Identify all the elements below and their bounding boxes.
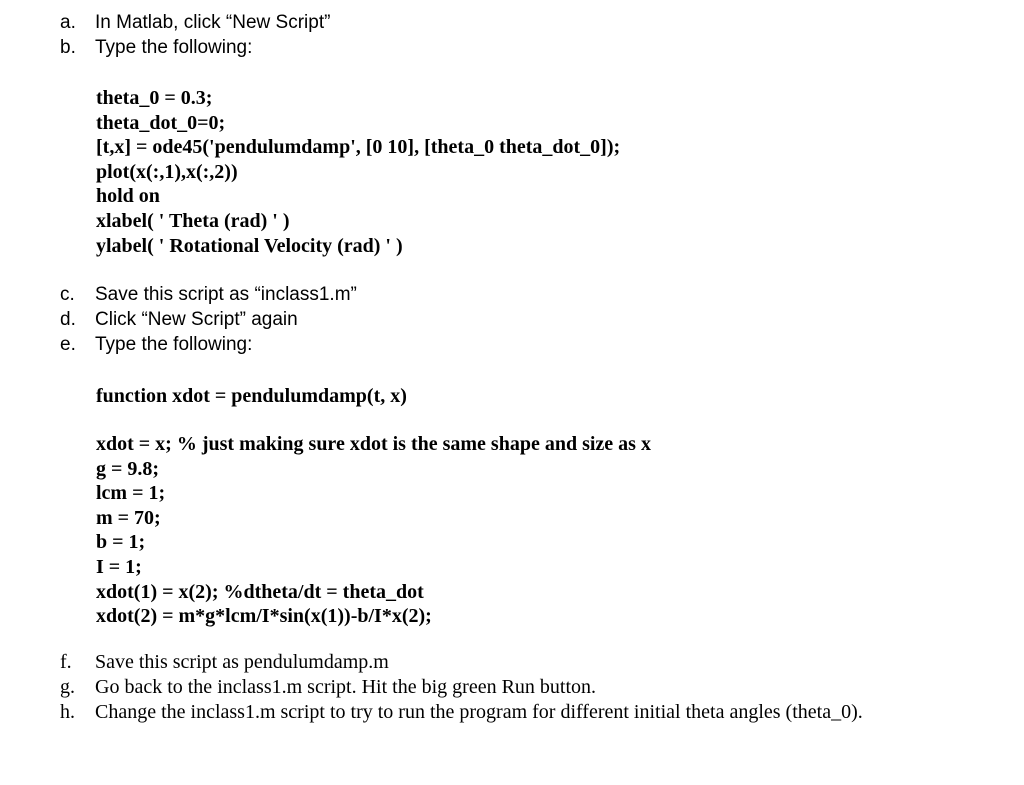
code-line: [t,x] = ode45('pendulumdamp', [0 10], [theta_0 theta_dot_0]);: [96, 136, 621, 159]
code-line: xlabel( ' Theta (rad) ' ): [96, 209, 290, 232]
step-marker: d.: [60, 309, 76, 330]
step-marker: f.: [60, 651, 72, 673]
code-line: plot(x(:,1),x(:,2)): [96, 160, 238, 183]
step-text: Save this script as “inclass1.m”: [95, 284, 357, 305]
code-line: lcm = 1;: [96, 482, 166, 505]
step-text: Type the following:: [95, 334, 253, 355]
step-text: In Matlab, click “New Script”: [95, 12, 331, 33]
code-block-pendulumdamp: [96, 432, 651, 629]
step-text: Click “New Script” again: [95, 309, 298, 330]
step-text: Save this script as pendulumdamp.m: [95, 651, 389, 673]
code-line: theta_0 = 0.3;: [96, 87, 213, 109]
step-text: Change the inclass1.m script to try to run the program for different initial theta angles (theta_0).: [95, 701, 863, 723]
step-marker: a.: [60, 12, 76, 33]
code-line: m = 70;: [96, 506, 161, 529]
code-line: b = 1;: [96, 531, 146, 554]
code-line: I = 1;: [96, 555, 142, 578]
code-line: xdot(1) = x(2); %dtheta/dt = theta_dot: [96, 580, 424, 603]
step-marker: e.: [60, 334, 76, 355]
code-line: xdot = x; % just making sure xdot is the same shape and size as x: [96, 433, 651, 455]
step-marker: c.: [60, 284, 75, 305]
code-line: theta_dot_0=0;: [96, 111, 226, 134]
step-marker: g.: [60, 676, 75, 698]
code-line: function xdot = pendulumdamp(t, x): [96, 385, 407, 407]
step-text: Type the following:: [95, 37, 253, 58]
code-line: hold on: [96, 185, 160, 208]
code-line: g = 9.8;: [96, 457, 160, 480]
code-block-function-header: [96, 384, 407, 409]
code-line: xdot(2) = m*g*lcm/I*sin(x(1))-b/I*x(2);: [96, 605, 432, 628]
step-marker: b.: [60, 37, 76, 58]
code-block-inclass1: [96, 86, 620, 258]
step-text: Go back to the inclass1.m script. Hit the big green Run button.: [95, 676, 597, 698]
code-line: ylabel( ' Rotational Velocity (rad) ' ): [96, 234, 403, 257]
step-marker: h.: [60, 701, 75, 723]
